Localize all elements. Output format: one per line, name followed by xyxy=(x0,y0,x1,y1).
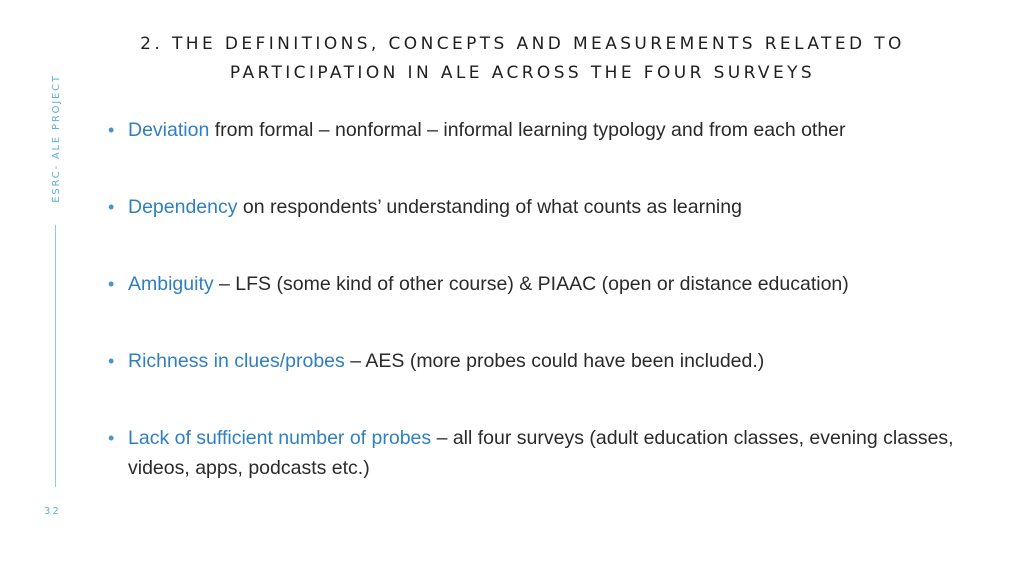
bullet-dot-icon: • xyxy=(108,428,115,448)
bullet-item xyxy=(108,423,968,483)
page-number: 32 xyxy=(44,506,61,517)
bullet-term: Richness in clues/probes xyxy=(128,350,345,372)
bullet-text: on respondents’ understanding of what counts as learning xyxy=(237,196,742,218)
bullet-text: from formal – nonformal – informal learning typology and from each other xyxy=(209,119,846,141)
bullet-text: – AES (more probes could have been included.) xyxy=(344,350,765,372)
bullet-item xyxy=(108,192,968,222)
bullet-term: Ambiguity xyxy=(128,273,214,295)
bullet-item xyxy=(108,346,968,376)
side-divider xyxy=(55,225,56,487)
bullet-dot-icon: • xyxy=(108,351,115,371)
bullet-text: – all four surveys (adult education classes, evening classes, videos, apps, podcasts etc.) xyxy=(128,427,954,479)
bullet-item xyxy=(108,269,968,299)
bullet-list xyxy=(108,115,968,483)
bullet-text: – LFS (some kind of other course) & PIAAC (open or distance education) xyxy=(213,273,849,295)
bullet-dot-icon: • xyxy=(108,274,115,294)
slide-title: 2. THE DEFINITIONS, CONCEPTS AND MEASUREMENTS RELATED TO PARTICIPATION IN ALE ACROSS THE FOUR SURVEYS xyxy=(140,34,905,83)
bullet-term: Deviation xyxy=(128,119,210,141)
side-project-label-text: ESRC- ALE PROJECT xyxy=(50,73,62,203)
bullet-dot-icon: • xyxy=(108,120,115,140)
bullet-term: Lack of sufficient number of probes xyxy=(128,427,432,449)
bullet-term: Dependency xyxy=(128,196,238,218)
side-project-label xyxy=(48,68,64,208)
bullet-item xyxy=(108,115,968,145)
bullet-dot-icon: • xyxy=(108,197,115,217)
